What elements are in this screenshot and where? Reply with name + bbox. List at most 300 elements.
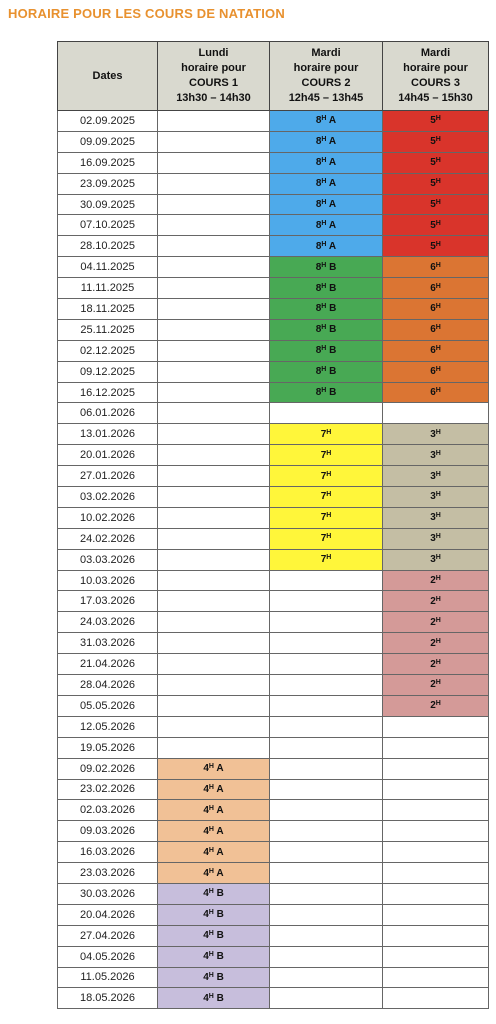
class-cell-cours-2 xyxy=(270,424,383,445)
table-row xyxy=(58,111,489,132)
grade-suffix: H xyxy=(435,303,441,311)
class-cell-cours-2 xyxy=(270,487,383,508)
class-cell-cours-1 xyxy=(158,654,270,675)
grade-number: 6 xyxy=(430,366,436,378)
class-cell-cours-1 xyxy=(158,675,270,696)
grade-suffix: H xyxy=(435,554,441,562)
grade-number: 3 xyxy=(430,470,436,482)
class-cell-cours-2 xyxy=(270,319,383,340)
grade-suffix: H xyxy=(326,554,332,562)
grade-number: 6 xyxy=(430,345,436,357)
date-cell: 28.10.2025 xyxy=(58,236,158,257)
class-cell-cours-2 xyxy=(270,361,383,382)
grade-number: 8 xyxy=(315,136,322,148)
grade-number: 2 xyxy=(430,700,436,712)
grade-number: 7 xyxy=(320,491,327,503)
class-cell-cours-1 xyxy=(158,361,270,382)
class-cell-cours-2 xyxy=(270,779,383,800)
table-row xyxy=(58,779,489,800)
table-row xyxy=(58,215,489,236)
grade-suffix: H xyxy=(435,575,441,583)
table-row xyxy=(58,549,489,570)
schedule-table xyxy=(57,41,489,1009)
grade-number: 2 xyxy=(430,679,436,691)
grade-suffix: H xyxy=(435,345,441,353)
group-letter: B xyxy=(326,366,337,378)
grade-number: 8 xyxy=(315,199,322,210)
group-letter: A xyxy=(326,157,337,169)
grade-number: 3 xyxy=(430,449,436,461)
class-cell-cours-2 xyxy=(270,507,383,528)
date-cell: 03.03.2026 xyxy=(58,549,158,570)
class-cell-cours-3 xyxy=(383,111,489,132)
group-letter: A xyxy=(326,219,337,231)
grade-suffix: H xyxy=(435,324,441,332)
grade-suffix: H xyxy=(435,261,441,269)
date-cell: 23.09.2025 xyxy=(58,173,158,194)
class-cell-cours-2 xyxy=(270,946,383,967)
date-cell: 20.01.2026 xyxy=(58,445,158,466)
group-letter: B xyxy=(326,303,337,315)
class-cell-cours-2 xyxy=(270,173,383,194)
class-cell-cours-1 xyxy=(158,737,270,758)
grade-number: 6 xyxy=(430,282,436,294)
class-cell-cours-2 xyxy=(270,821,383,842)
table-row xyxy=(58,695,489,716)
group-letter: B xyxy=(326,261,337,273)
table-row xyxy=(58,236,489,257)
grade-number: 8 xyxy=(315,324,322,336)
grade-number: 4 xyxy=(203,763,209,775)
class-cell-cours-2 xyxy=(270,445,383,466)
table-row xyxy=(58,633,489,654)
group-letter: A xyxy=(326,115,337,127)
grade-suffix: H xyxy=(321,178,327,186)
grade-suffix: H xyxy=(321,261,327,269)
header-cours-2: Mardi horaire pour COURS 2 12h45 – 13h45 xyxy=(270,42,383,111)
grade-suffix: H xyxy=(208,992,214,1000)
group-letter: B xyxy=(213,888,224,900)
class-cell-cours-3 xyxy=(383,215,489,236)
group-letter: B xyxy=(326,387,337,399)
date-cell: 12.05.2026 xyxy=(58,716,158,737)
class-cell-cours-3 xyxy=(383,507,489,528)
grade-suffix: H xyxy=(435,366,441,374)
date-cell: 02.12.2025 xyxy=(58,340,158,361)
class-cell-cours-2 xyxy=(270,633,383,654)
grade-suffix: H xyxy=(435,115,441,123)
class-cell-cours-3 xyxy=(383,904,489,925)
grade-number: 7 xyxy=(320,449,327,461)
class-cell-cours-2 xyxy=(270,695,383,716)
class-cell-cours-3 xyxy=(383,633,489,654)
grade-suffix: H xyxy=(326,428,332,436)
date-cell: 09.09.2025 xyxy=(58,131,158,152)
class-cell-cours-2 xyxy=(270,403,383,424)
grade-number: 5 xyxy=(430,219,436,231)
table-row xyxy=(58,487,489,508)
grade-number: 8 xyxy=(315,178,322,190)
table-row xyxy=(58,675,489,696)
grade-suffix: H xyxy=(435,136,441,144)
date-cell: 10.03.2026 xyxy=(58,570,158,591)
class-cell-cours-3 xyxy=(383,403,489,424)
class-cell-cours-1 xyxy=(158,863,270,884)
class-cell-cours-2 xyxy=(270,299,383,320)
class-cell-cours-2 xyxy=(270,570,383,591)
class-cell-cours-3 xyxy=(383,131,489,152)
grade-number: 4 xyxy=(203,867,209,879)
class-cell-cours-3 xyxy=(383,612,489,633)
table-row xyxy=(58,904,489,925)
class-cell-cours-1 xyxy=(158,111,270,132)
grade-number: 2 xyxy=(430,616,436,628)
grade-number: 4 xyxy=(203,992,209,1004)
grade-number: 4 xyxy=(203,909,209,921)
group-letter: A xyxy=(213,825,224,837)
grade-suffix: H xyxy=(435,491,441,499)
class-cell-cours-3 xyxy=(383,528,489,549)
table-row xyxy=(58,967,489,988)
group-letter: A xyxy=(326,240,337,252)
class-cell-cours-1 xyxy=(158,883,270,904)
class-cell-cours-1 xyxy=(158,382,270,403)
grade-suffix: H xyxy=(326,449,332,457)
grade-number: 2 xyxy=(430,637,436,649)
grade-suffix: H xyxy=(208,763,214,771)
class-cell-cours-3 xyxy=(383,988,489,1009)
grade-number: 6 xyxy=(430,387,436,399)
group-letter: A xyxy=(213,783,224,795)
table-row xyxy=(58,570,489,591)
date-cell: 16.12.2025 xyxy=(58,382,158,403)
grade-number: 5 xyxy=(430,136,436,148)
class-cell-cours-1 xyxy=(158,633,270,654)
table-row xyxy=(58,925,489,946)
class-cell-cours-2 xyxy=(270,863,383,884)
table-row xyxy=(58,946,489,967)
table-row xyxy=(58,842,489,863)
class-cell-cours-3 xyxy=(383,967,489,988)
date-cell: 04.05.2026 xyxy=(58,946,158,967)
table-row xyxy=(58,591,489,612)
table-row xyxy=(58,800,489,821)
date-cell: 20.04.2026 xyxy=(58,904,158,925)
table-row xyxy=(58,863,489,884)
class-cell-cours-3 xyxy=(383,695,489,716)
class-cell-cours-3 xyxy=(383,361,489,382)
date-cell: 03.02.2026 xyxy=(58,487,158,508)
date-cell: 28.04.2026 xyxy=(58,675,158,696)
date-cell: 04.11.2025 xyxy=(58,257,158,278)
class-cell-cours-1 xyxy=(158,403,270,424)
class-cell-cours-3 xyxy=(383,863,489,884)
class-cell-cours-3 xyxy=(383,883,489,904)
class-cell-cours-2 xyxy=(270,236,383,257)
class-cell-cours-2 xyxy=(270,904,383,925)
grade-suffix: H xyxy=(435,449,441,457)
class-cell-cours-2 xyxy=(270,257,383,278)
class-cell-cours-1 xyxy=(158,424,270,445)
class-cell-cours-2 xyxy=(270,131,383,152)
grade-suffix: H xyxy=(321,303,327,311)
class-cell-cours-2 xyxy=(270,340,383,361)
date-cell: 19.05.2026 xyxy=(58,737,158,758)
date-cell: 30.09.2025 xyxy=(58,194,158,215)
class-cell-cours-3 xyxy=(383,424,489,445)
grade-number: 4 xyxy=(203,888,209,900)
date-cell: 09.03.2026 xyxy=(58,821,158,842)
grade-number: 5 xyxy=(430,178,436,190)
class-cell-cours-1 xyxy=(158,236,270,257)
grade-number: 5 xyxy=(430,199,436,210)
grade-suffix: H xyxy=(435,199,441,206)
table-row xyxy=(58,382,489,403)
grade-number: 6 xyxy=(430,324,436,336)
table-row xyxy=(58,758,489,779)
class-cell-cours-1 xyxy=(158,716,270,737)
table-row xyxy=(58,612,489,633)
date-cell: 24.03.2026 xyxy=(58,612,158,633)
table-row xyxy=(58,654,489,675)
date-cell: 18.11.2025 xyxy=(58,299,158,320)
header-cours-3: Mardi horaire pour COURS 3 14h45 – 15h30 xyxy=(383,42,489,111)
class-cell-cours-3 xyxy=(383,152,489,173)
table-row xyxy=(58,466,489,487)
group-letter: A xyxy=(213,867,224,879)
table-row xyxy=(58,821,489,842)
date-cell: 23.03.2026 xyxy=(58,863,158,884)
grade-number: 8 xyxy=(315,282,322,294)
class-cell-cours-1 xyxy=(158,319,270,340)
grade-number: 4 xyxy=(203,846,209,858)
table-row xyxy=(58,278,489,299)
class-cell-cours-3 xyxy=(383,319,489,340)
class-cell-cours-1 xyxy=(158,507,270,528)
table-row xyxy=(58,424,489,445)
grade-suffix: H xyxy=(321,219,327,227)
table-row xyxy=(58,257,489,278)
grade-number: 7 xyxy=(320,428,327,440)
grade-number: 8 xyxy=(315,219,322,231)
class-cell-cours-1 xyxy=(158,946,270,967)
grade-number: 2 xyxy=(430,575,436,587)
grade-number: 8 xyxy=(315,261,322,273)
date-cell: 10.02.2026 xyxy=(58,507,158,528)
grade-number: 3 xyxy=(430,512,436,524)
grade-suffix: H xyxy=(208,825,214,833)
date-cell: 05.05.2026 xyxy=(58,695,158,716)
group-letter: A xyxy=(326,178,337,190)
class-cell-cours-3 xyxy=(383,925,489,946)
header-cours-1: Lundi horaire pour COURS 1 13h30 – 14h30 xyxy=(158,42,270,111)
date-cell: 30.03.2026 xyxy=(58,883,158,904)
class-cell-cours-2 xyxy=(270,528,383,549)
class-cell-cours-1 xyxy=(158,340,270,361)
group-letter: B xyxy=(326,324,337,336)
class-cell-cours-1 xyxy=(158,445,270,466)
grade-suffix: H xyxy=(435,178,441,186)
class-cell-cours-2 xyxy=(270,591,383,612)
grade-suffix: H xyxy=(321,366,327,374)
class-cell-cours-1 xyxy=(158,570,270,591)
class-cell-cours-3 xyxy=(383,591,489,612)
date-cell: 09.02.2026 xyxy=(58,758,158,779)
grade-number: 8 xyxy=(315,387,322,399)
class-cell-cours-2 xyxy=(270,925,383,946)
grade-suffix: H xyxy=(435,658,441,666)
class-cell-cours-2 xyxy=(270,278,383,299)
class-cell-cours-1 xyxy=(158,487,270,508)
grade-suffix: H xyxy=(435,428,441,436)
page-title: HORAIRE POUR LES COURS DE NATATION xyxy=(8,6,285,21)
grade-suffix: H xyxy=(321,324,327,332)
grade-number: 4 xyxy=(203,951,209,963)
class-cell-cours-3 xyxy=(383,173,489,194)
grade-suffix: H xyxy=(435,533,441,541)
table-row xyxy=(58,883,489,904)
grade-suffix: H xyxy=(321,199,327,206)
grade-number: 8 xyxy=(315,366,322,378)
grade-number: 4 xyxy=(203,930,209,942)
grade-suffix: H xyxy=(321,240,327,248)
date-cell: 02.09.2025 xyxy=(58,111,158,132)
table-row xyxy=(58,988,489,1009)
class-cell-cours-1 xyxy=(158,194,270,215)
grade-number: 7 xyxy=(320,533,327,545)
date-cell: 25.11.2025 xyxy=(58,319,158,340)
grade-number: 5 xyxy=(430,115,436,127)
header-dates: Dates xyxy=(58,42,158,111)
group-letter: A xyxy=(326,136,337,148)
grade-suffix: H xyxy=(208,846,214,854)
grade-suffix: H xyxy=(326,470,332,478)
class-cell-cours-2 xyxy=(270,675,383,696)
class-cell-cours-3 xyxy=(383,340,489,361)
group-letter: B xyxy=(213,992,224,1004)
grade-suffix: H xyxy=(208,951,214,959)
date-cell: 16.09.2025 xyxy=(58,152,158,173)
grade-suffix: H xyxy=(321,136,327,144)
grade-suffix: H xyxy=(208,909,214,917)
table-row xyxy=(58,131,489,152)
grade-suffix: H xyxy=(321,157,327,165)
class-cell-cours-1 xyxy=(158,215,270,236)
class-cell-cours-2 xyxy=(270,800,383,821)
class-cell-cours-3 xyxy=(383,716,489,737)
grade-number: 4 xyxy=(203,804,209,816)
class-cell-cours-2 xyxy=(270,716,383,737)
class-cell-cours-3 xyxy=(383,800,489,821)
grade-number: 7 xyxy=(320,470,327,482)
date-cell: 21.04.2026 xyxy=(58,654,158,675)
date-cell: 27.01.2026 xyxy=(58,466,158,487)
grade-suffix: H xyxy=(435,282,441,290)
class-cell-cours-2 xyxy=(270,549,383,570)
class-cell-cours-2 xyxy=(270,215,383,236)
grade-number: 4 xyxy=(203,825,209,837)
group-letter: A xyxy=(213,846,224,858)
class-cell-cours-3 xyxy=(383,487,489,508)
class-cell-cours-2 xyxy=(270,612,383,633)
class-cell-cours-1 xyxy=(158,173,270,194)
class-cell-cours-1 xyxy=(158,549,270,570)
grade-number: 4 xyxy=(203,971,209,983)
grade-suffix: H xyxy=(435,219,441,227)
grade-suffix: H xyxy=(321,387,327,395)
group-letter: A xyxy=(326,199,337,210)
table-row xyxy=(58,319,489,340)
class-cell-cours-1 xyxy=(158,152,270,173)
group-letter: A xyxy=(213,804,224,816)
class-cell-cours-2 xyxy=(270,967,383,988)
class-cell-cours-1 xyxy=(158,904,270,925)
class-cell-cours-2 xyxy=(270,382,383,403)
table-row xyxy=(58,403,489,424)
grade-suffix: H xyxy=(326,533,332,541)
grade-suffix: H xyxy=(435,700,441,708)
grade-suffix: H xyxy=(326,491,332,499)
date-cell: 06.01.2026 xyxy=(58,403,158,424)
grade-suffix: H xyxy=(208,867,214,875)
class-cell-cours-3 xyxy=(383,737,489,758)
class-cell-cours-3 xyxy=(383,821,489,842)
date-cell: 23.02.2026 xyxy=(58,779,158,800)
class-cell-cours-2 xyxy=(270,758,383,779)
table-row xyxy=(58,445,489,466)
class-cell-cours-1 xyxy=(158,612,270,633)
grade-number: 3 xyxy=(430,554,436,566)
class-cell-cours-3 xyxy=(383,675,489,696)
class-cell-cours-1 xyxy=(158,278,270,299)
grade-suffix: H xyxy=(321,115,327,123)
grade-suffix: H xyxy=(435,616,441,624)
grade-suffix: H xyxy=(435,512,441,520)
class-cell-cours-1 xyxy=(158,528,270,549)
class-cell-cours-3 xyxy=(383,299,489,320)
class-cell-cours-1 xyxy=(158,257,270,278)
date-cell: 18.05.2026 xyxy=(58,988,158,1009)
grade-suffix: H xyxy=(435,470,441,478)
grade-suffix: H xyxy=(208,930,214,938)
class-cell-cours-3 xyxy=(383,236,489,257)
date-cell: 16.03.2026 xyxy=(58,842,158,863)
class-cell-cours-3 xyxy=(383,946,489,967)
table-row xyxy=(58,737,489,758)
table-row xyxy=(58,340,489,361)
class-cell-cours-3 xyxy=(383,758,489,779)
grade-suffix: H xyxy=(321,345,327,353)
table-row xyxy=(58,173,489,194)
group-letter: B xyxy=(213,930,224,942)
class-cell-cours-3 xyxy=(383,654,489,675)
class-cell-cours-1 xyxy=(158,779,270,800)
grade-suffix: H xyxy=(435,637,441,645)
class-cell-cours-2 xyxy=(270,194,383,215)
grade-suffix: H xyxy=(208,783,214,791)
group-letter: B xyxy=(213,951,224,963)
table-row xyxy=(58,194,489,215)
date-cell: 13.01.2026 xyxy=(58,424,158,445)
date-cell: 09.12.2025 xyxy=(58,361,158,382)
grade-suffix: H xyxy=(208,971,214,979)
grade-number: 3 xyxy=(430,428,436,440)
grade-suffix: H xyxy=(208,888,214,896)
grade-number: 4 xyxy=(203,783,209,795)
grade-number: 8 xyxy=(315,303,322,315)
group-letter: B xyxy=(326,282,337,294)
date-cell: 07.10.2025 xyxy=(58,215,158,236)
